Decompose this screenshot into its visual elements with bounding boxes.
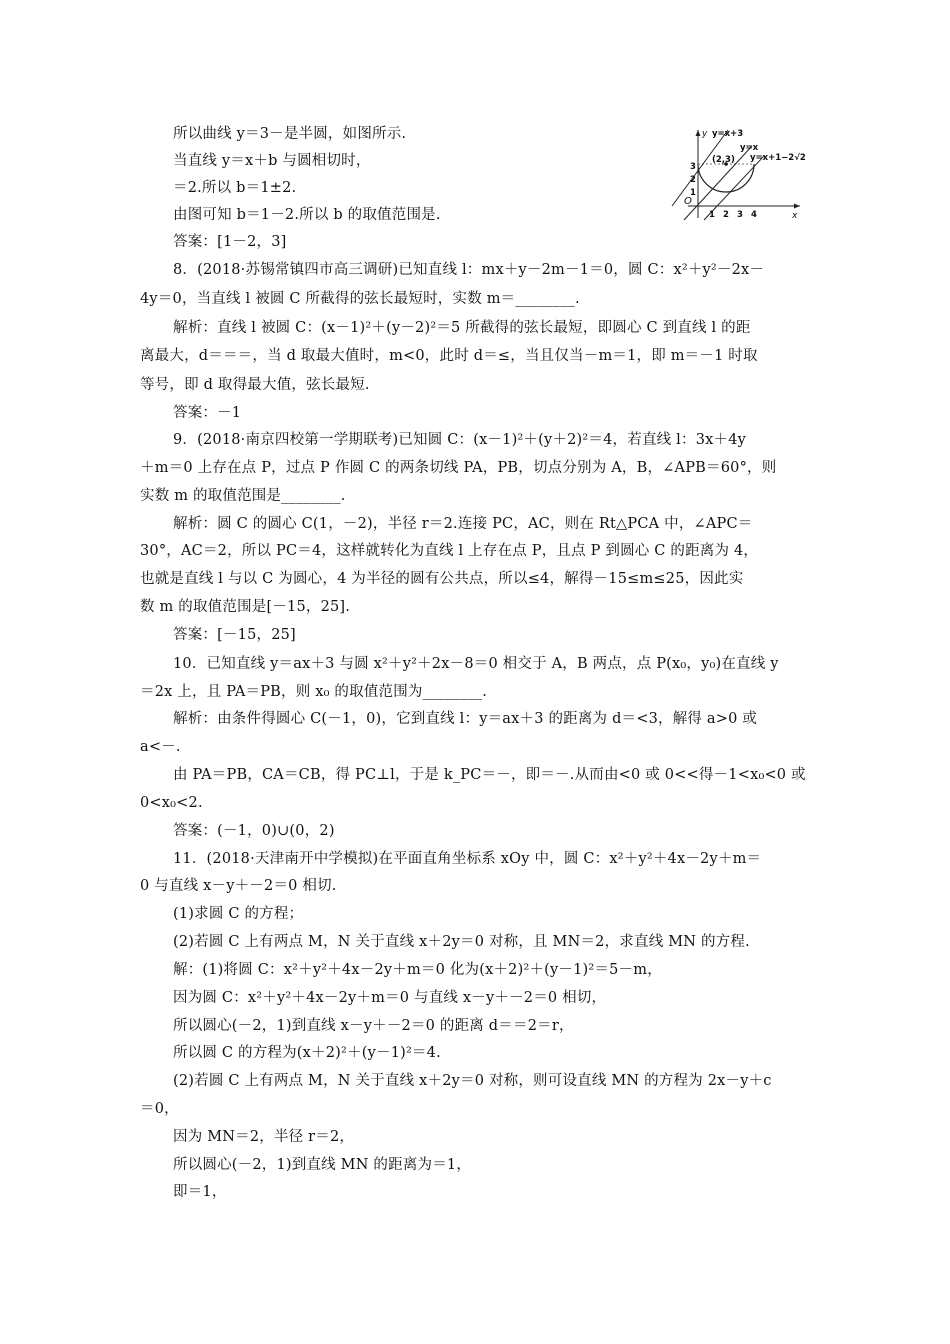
text-line: 所以曲线 y＝3－是半圆，如图所示. bbox=[173, 126, 407, 142]
solution-line: 解析：由条件得圆心 C(－1，0)，它到直线 l：y＝ax＋3 的距离为 d＝<3，解得 a>0 或 bbox=[173, 711, 758, 727]
problem-10-line: 10．已知直线 y＝ax＋3 与圆 x²＋y²＋2x－8＝0 相交于 A，B 两点，点 P(x₀，y₀)在直线 y bbox=[173, 656, 779, 672]
x-axis-arrow bbox=[794, 204, 800, 209]
solution-line: 所以圆心(－2，1)到直线 MN 的距离为＝1， bbox=[173, 1157, 472, 1173]
solution-line: (2)若圆 C 上有两点 M，N 关于直线 x＋2y＝0 对称，则可设直线 MN 的方程为 2x－y＋c bbox=[173, 1073, 772, 1089]
solution-line: 解析：圆 C 的圆心 C(1，－2)，半径 r＝2.连接 PC，AC，则在 Rt△PCA 中，∠APC＝ bbox=[173, 516, 753, 532]
problem-9-line: 实数 m 的取值范围是________. bbox=[140, 488, 346, 504]
solution-line: 所以圆心(－2，1)到直线 x－y＋－2＝0 的距离 d＝＝2＝r， bbox=[173, 1018, 574, 1034]
text-line: 当直线 y＝x＋b 与圆相切时， bbox=[173, 153, 371, 169]
answer-line: 答案：(－1，0)∪(0，2) bbox=[173, 823, 335, 839]
problem-11-line: 0 与直线 x－y＋－2＝0 相切. bbox=[140, 878, 337, 894]
problem-11-line: (2)若圆 C 上有两点 M，N 关于直线 x＋2y＝0 对称，且 MN＝2，求直线 MN 的方程. bbox=[173, 934, 750, 950]
solution-line: ＝0， bbox=[140, 1101, 179, 1117]
x-tick: 1 bbox=[709, 210, 715, 220]
solution-line: 等号，即 d 取得最大值，弦长最短. bbox=[140, 377, 370, 393]
solution-line: 解析：直线 l 被圆 C：(x－1)²＋(y－2)²＝5 所截得的弦长最短，即圆心 C 到直线 l 的距 bbox=[173, 320, 751, 336]
problem-11-line: (1)求圆 C 的方程； bbox=[173, 906, 304, 922]
solution-line: 30°，AC＝2，所以 PC＝4，这样就转化为直线 l 上存在点 P，且点 P 到圆心 C 的距离为 4， bbox=[140, 543, 759, 559]
solution-line: 解：(1)将圆 C：x²＋y²＋4x－2y＋m＝0 化为(x＋2)²＋(y－1)²＝5－m， bbox=[173, 962, 662, 978]
line2-label: y=x bbox=[740, 143, 759, 153]
solution-line: 也就是直线 l 与以 C 为圆心，4 为半径的圆有公共点，所以≤4，解得－15≤m≤25，因此实 bbox=[140, 571, 744, 587]
solution-line: a<－. bbox=[140, 739, 181, 755]
origin-label: O bbox=[684, 196, 692, 207]
answer-line: 答案：[1－2，3] bbox=[173, 234, 287, 250]
problem-11-line: 11．(2018·天津南开中学模拟)在平面直角坐标系 xOy 中，圆 C：x²＋y²＋4x－2y＋m＝ bbox=[173, 851, 762, 867]
point-label: (2,3) bbox=[712, 155, 735, 165]
y-tick: 3 bbox=[690, 162, 696, 172]
solution-line: 所以圆 C 的方程为(x＋2)²＋(y－1)²＝4. bbox=[173, 1045, 441, 1061]
solution-line: 即＝1， bbox=[173, 1184, 227, 1200]
solution-line: 数 m 的取值范围是[－15，25]. bbox=[140, 599, 351, 615]
problem-8-line: 4y＝0，当直线 l 被圆 C 所截得的弦长最短时，实数 m＝________. bbox=[140, 291, 580, 307]
y-axis-label: y bbox=[702, 129, 708, 139]
problem-9-line: 9．(2018·南京四校第一学期联考)已知圆 C：(x－1)²＋(y＋2)²＝4，若直线 l：3x＋4y bbox=[173, 432, 747, 448]
y-axis-arrow bbox=[696, 130, 701, 136]
answer-line: 答案：－1 bbox=[173, 405, 242, 421]
solution-line: 由 PA＝PB，CA＝CB，得 PC⊥l，于是 k_PC＝－，即＝－.从而由<0 或 0<<得－1<x₀<0 或 bbox=[173, 767, 806, 783]
semicircle-figure bbox=[668, 126, 808, 222]
x-tick: 3 bbox=[737, 210, 743, 220]
text-line: ＝2.所以 b＝1±2. bbox=[173, 180, 297, 196]
y-tick: 2 bbox=[690, 175, 696, 185]
text-line: 由图可知 b＝1－2.所以 b 的取值范围是. bbox=[173, 207, 441, 223]
line-y-x-plus-3 bbox=[672, 130, 728, 206]
solution-line: 因为圆 C：x²＋y²＋4x－2y＋m＝0 与直线 x－y＋－2＝0 相切， bbox=[173, 990, 607, 1006]
problem-9-line: ＋m＝0 上存在点 P，过点 P 作圆 C 的两条切线 PA，PB，切点分别为 A，B，∠APB＝60°，则 bbox=[140, 460, 777, 476]
x-axis-label: x bbox=[792, 211, 798, 221]
solution-line: 离最大，d＝＝＝，当 d 取最大值时，m<0，此时 d＝≤，当且仅当－m＝1，即 m＝－1 时取 bbox=[140, 348, 758, 364]
line1-label: y=x+3 bbox=[712, 129, 744, 139]
x-tick: 2 bbox=[723, 210, 729, 220]
semicircle-curve bbox=[698, 164, 754, 192]
solution-line: 0<x₀<2. bbox=[140, 795, 203, 811]
problem-10-line: ＝2x 上，且 PA＝PB，则 x₀ 的取值范围为________. bbox=[140, 684, 488, 700]
answer-line: 答案：[－15，25] bbox=[173, 627, 296, 643]
problem-8-line: 8．(2018·苏锡常镇四市高三调研)已知直线 l：mx＋y－2m－1＝0，圆 C：x²＋y²－2x－ bbox=[173, 262, 765, 278]
y-tick: 1 bbox=[690, 188, 696, 198]
line3-label: y=x+1−2√2 bbox=[750, 153, 806, 163]
x-tick: 4 bbox=[751, 210, 757, 220]
solution-line: 因为 MN＝2，半径 r＝2， bbox=[173, 1129, 355, 1145]
